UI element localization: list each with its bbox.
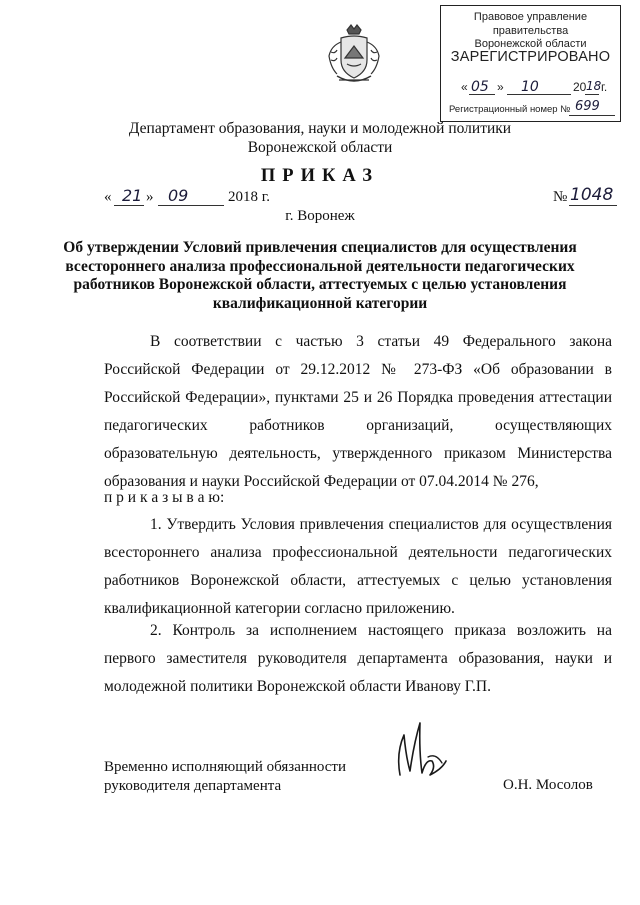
subject-line-1: Об утверждении Условий привлечения специалистов для осуществления (63, 239, 577, 256)
department-heading (0, 119, 640, 157)
stamp-reg-label: Регистрационный номер № (449, 104, 571, 115)
stamp-reg-number: 699 (575, 99, 600, 114)
handwritten-signature (392, 713, 452, 793)
subject-line-3: работников Воронежской области, аттестуемых с целью установления (73, 276, 567, 293)
document-title: ПРИКАЗ (260, 166, 380, 186)
signatory-position (104, 758, 346, 796)
order-date-year: 2018 г. (228, 189, 270, 205)
stamp-organization (441, 11, 620, 52)
preamble-paragraph: В соответствии с частью 3 статьи 49 Федерального закона Российской Федерации от 29.12.2012 № 273-ФЗ «Об образовании в Российской Федерации», пунктами 25 и 26 Порядка проведения аттестации педагогических работников организаций, осуществляющих образовательную деятельность, утвержденного приказом Министерства образования и науки Российской Федерации от 07.04.2014 № 276, (104, 333, 612, 490)
subject-line-4: квалификационной категории (212, 294, 428, 312)
order-date-month: 09 (168, 186, 189, 205)
department-line-1: Департамент образования, науки и молодежной политики (128, 120, 512, 137)
coat-of-arms-emblem (325, 22, 383, 88)
stamp-date-month: 10 (521, 79, 539, 95)
order-date: « 21 » 09 2018 г. (104, 186, 270, 205)
order-date-day: 21 (122, 186, 143, 205)
signatory-position-line-2: руководителя департамента (104, 778, 282, 794)
stamp-registered-label: ЗАРЕГИСТРИРОВАНО (450, 49, 611, 65)
order-item-1: 1. Утвердить Условия привлечения специалистов для осуществления всестороннего анализа профессиональной деятельности педагогических работников Воронежской области, аттестуемых с целью установления квалификационной категории согласно приложению. (104, 516, 612, 617)
stamp-org-line-2: Воронежской области (474, 38, 587, 50)
stamp-date: « 05 » 10 20 18 г. (461, 79, 608, 95)
stamp-year-suffix: 18 (586, 79, 602, 93)
order-number-label: № (553, 189, 568, 205)
orders-word: п р и к а з ы в а ю: (104, 489, 225, 506)
stamp-year-prefix: 20 (573, 80, 587, 94)
subject-line-2: всестороннего анализа профессиональной деятельности педагогических (65, 257, 575, 275)
city-name: г. Воронеж (285, 208, 355, 224)
order-number (553, 185, 623, 209)
signatory-position-line-1: Временно исполняющий обязанности (104, 759, 347, 775)
order-item-2: 2. Контроль за исполнением настоящего приказа возложить на первого заместителя руководителя департамента образования, науки и молодежной политики Воронежской области Иванову Г.П. (104, 622, 612, 695)
registration-stamp (440, 5, 621, 122)
stamp-org-line-1: Правовое управление правительства (473, 11, 588, 37)
order-subject (0, 239, 640, 313)
stamp-reg-number-row (449, 99, 619, 119)
stamp-date-day: 05 (471, 79, 489, 95)
signatory-name: О.Н. Мосолов (503, 777, 593, 793)
department-line-2: Воронежской области (247, 139, 393, 156)
order-number-value: 1048 (570, 185, 614, 205)
